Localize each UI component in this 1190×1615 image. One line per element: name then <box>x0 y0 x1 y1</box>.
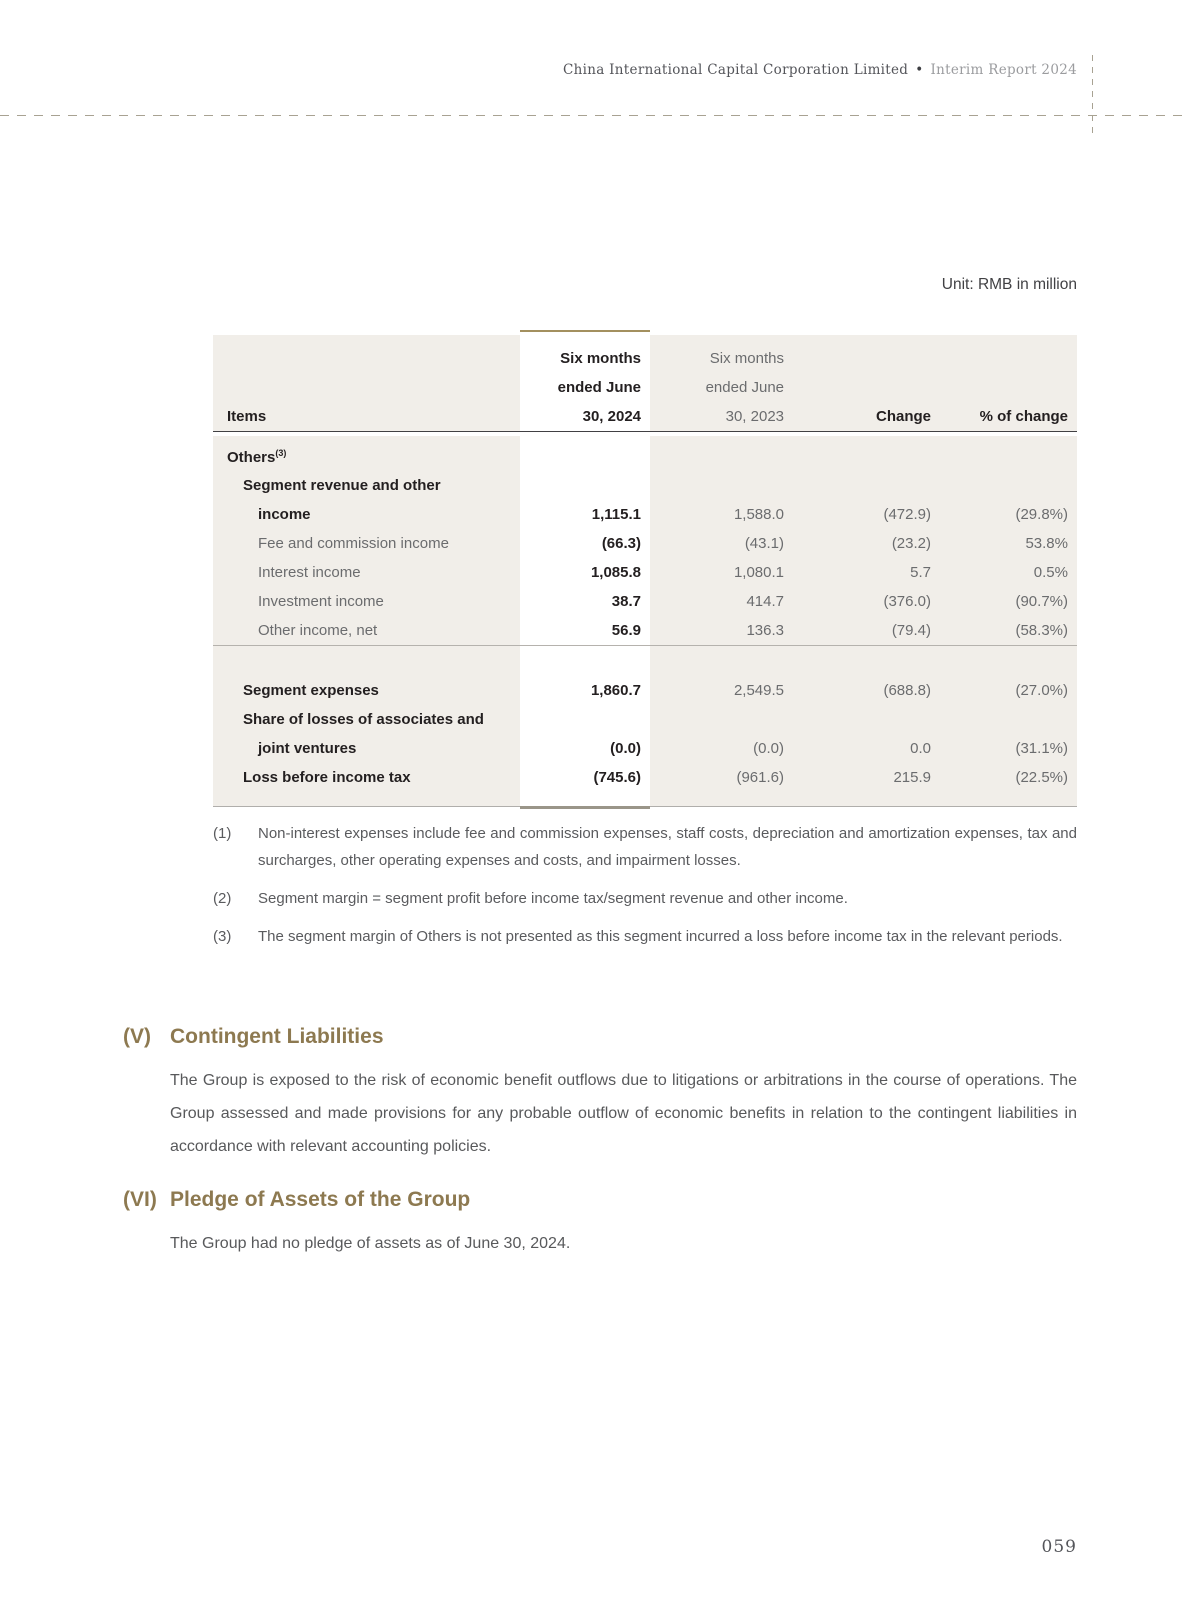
page-number: 059 <box>1041 1537 1077 1557</box>
cell-2024: (745.6) <box>593 769 641 786</box>
footnote-text: Non-interest expenses include fee and commission expenses, staff costs, depreciation and amortization expenses, tax and surcharges, other operating expenses and costs, and impairment losses. <box>258 825 1077 869</box>
cell-2024: 38.7 <box>611 593 641 610</box>
row-label: Loss before income tax <box>243 769 411 786</box>
row-label: Investment income <box>258 593 384 610</box>
section-number: (VI) <box>123 1188 157 1211</box>
section-pledge-of-assets <box>123 1185 1077 1260</box>
cell-change: 0.0 <box>910 740 931 757</box>
footnote-number: (3) <box>213 928 232 945</box>
page-header <box>563 62 1077 78</box>
table-row <box>213 676 1077 705</box>
cell-2023: (0.0) <box>753 740 784 757</box>
cell-pct-change: 0.5% <box>1033 564 1068 581</box>
table-row <box>213 558 1077 587</box>
row-label: income <box>258 506 311 523</box>
cell-pct-change: 53.8% <box>1025 535 1068 552</box>
vertical-dashed-divider <box>1092 55 1093 133</box>
section-heading <box>123 1022 1077 1052</box>
footnote-1 <box>213 820 1077 874</box>
footnote-3 <box>213 923 1077 950</box>
sections <box>123 1022 1077 1260</box>
section-number: (V) <box>123 1025 151 1048</box>
header-bullet: • <box>915 62 924 78</box>
column-header-pct-change: % of change <box>979 408 1068 425</box>
table-row <box>213 763 1077 792</box>
segment-results-table <box>213 335 1077 807</box>
cell-pct-change: (22.5%) <box>1015 769 1068 786</box>
cell-2023: 136.3 <box>746 622 784 639</box>
row-label: Share of losses of associates and <box>243 711 484 728</box>
row-label: Segment expenses <box>243 682 379 699</box>
cell-2023: 1,588.0 <box>733 506 784 523</box>
company-name: China International Capital Corporation Limited <box>563 62 909 78</box>
section-paragraph: The Group had no pledge of assets as of June 30, 2024. <box>170 1235 571 1252</box>
table-row-others-group <box>213 442 1077 471</box>
cell-2023: 1,080.1 <box>733 564 784 581</box>
cell-2023: (961.6) <box>736 769 784 786</box>
cell-2023: 2,549.5 <box>733 682 784 699</box>
table-row <box>213 705 1077 734</box>
table-row <box>213 500 1077 529</box>
cell-pct-change: (31.1%) <box>1015 740 1068 757</box>
table-row <box>213 616 1077 645</box>
footnote-text: The segment margin of Others is not presented as this segment incurred a loss before income tax in the relevant periods. <box>258 928 1063 945</box>
cell-2024: (66.3) <box>601 535 641 552</box>
cell-2024: 56.9 <box>611 622 641 639</box>
unit-label: Unit: RMB in million <box>941 276 1077 293</box>
footnote-2 <box>213 885 1077 912</box>
cell-change: 5.7 <box>910 564 931 581</box>
report-title: Interim Report 2024 <box>930 62 1077 78</box>
cell-pct-change: (29.8%) <box>1015 506 1068 523</box>
table-row <box>213 734 1077 763</box>
column-header-items: Items <box>227 408 267 425</box>
cell-change: (688.8) <box>883 682 931 699</box>
column-header-2024: Six months ended June 30, 2024 <box>557 350 641 425</box>
cell-2024: (0.0) <box>610 740 641 757</box>
section-paragraph: The Group is exposed to the risk of economic benefit outflows due to litigations or arbitrations in the course of operations. The Group assessed and made provisions for any probable outflow of economic benefits in relation to the contingent liabilities in accordance with relevant accounting policies. <box>170 1072 1077 1155</box>
table-row <box>213 587 1077 616</box>
cell-change: (376.0) <box>883 593 931 610</box>
cell-2023: 414.7 <box>746 593 784 610</box>
cell-change: (23.2) <box>891 535 931 552</box>
table-body <box>213 436 1077 806</box>
row-label: Fee and commission income <box>258 535 449 552</box>
table-row <box>213 471 1077 500</box>
column-header-change: Change <box>875 408 931 425</box>
column-header-2023: Six months ended June 30, 2023 <box>705 350 784 425</box>
section-heading <box>123 1185 1077 1215</box>
table-header-row <box>213 335 1077 432</box>
row-label: Others$^{(3)}$ <box>227 447 287 466</box>
footnote-number: (1) <box>213 825 232 842</box>
footnotes <box>213 820 1077 961</box>
section-contingent-liabilities <box>123 1022 1077 1163</box>
table-row <box>213 529 1077 558</box>
cell-pct-change: (58.3%) <box>1015 622 1068 639</box>
cell-2024: 1,115.1 <box>591 506 641 523</box>
cell-change: 215.9 <box>893 769 931 786</box>
horizontal-dashed-divider <box>0 115 1190 116</box>
row-label: Segment revenue and other <box>243 477 441 494</box>
cell-2024: 1,860.7 <box>590 682 641 699</box>
row-label: Other income, net <box>258 622 378 639</box>
footnote-ref-3: (3) <box>275 447 287 458</box>
row-label: Interest income <box>258 564 361 581</box>
cell-change: (472.9) <box>883 506 931 523</box>
cell-change: (79.4) <box>891 622 931 639</box>
cell-pct-change: (90.7%) <box>1015 593 1068 610</box>
row-label: joint ventures <box>258 740 357 757</box>
cell-pct-change: (27.0%) <box>1015 682 1068 699</box>
footnote-text: Segment margin = segment profit before income tax/segment revenue and other income. <box>258 890 848 907</box>
header-gap <box>213 432 1077 436</box>
section-title: Contingent Liabilities <box>170 1025 384 1048</box>
footnote-number: (2) <box>213 890 232 907</box>
cell-2024: 1,085.8 <box>590 564 641 581</box>
table-section-divider <box>213 645 1077 646</box>
section-title: Pledge of Assets of the Group <box>170 1188 471 1211</box>
cell-2023: (43.1) <box>744 535 784 552</box>
